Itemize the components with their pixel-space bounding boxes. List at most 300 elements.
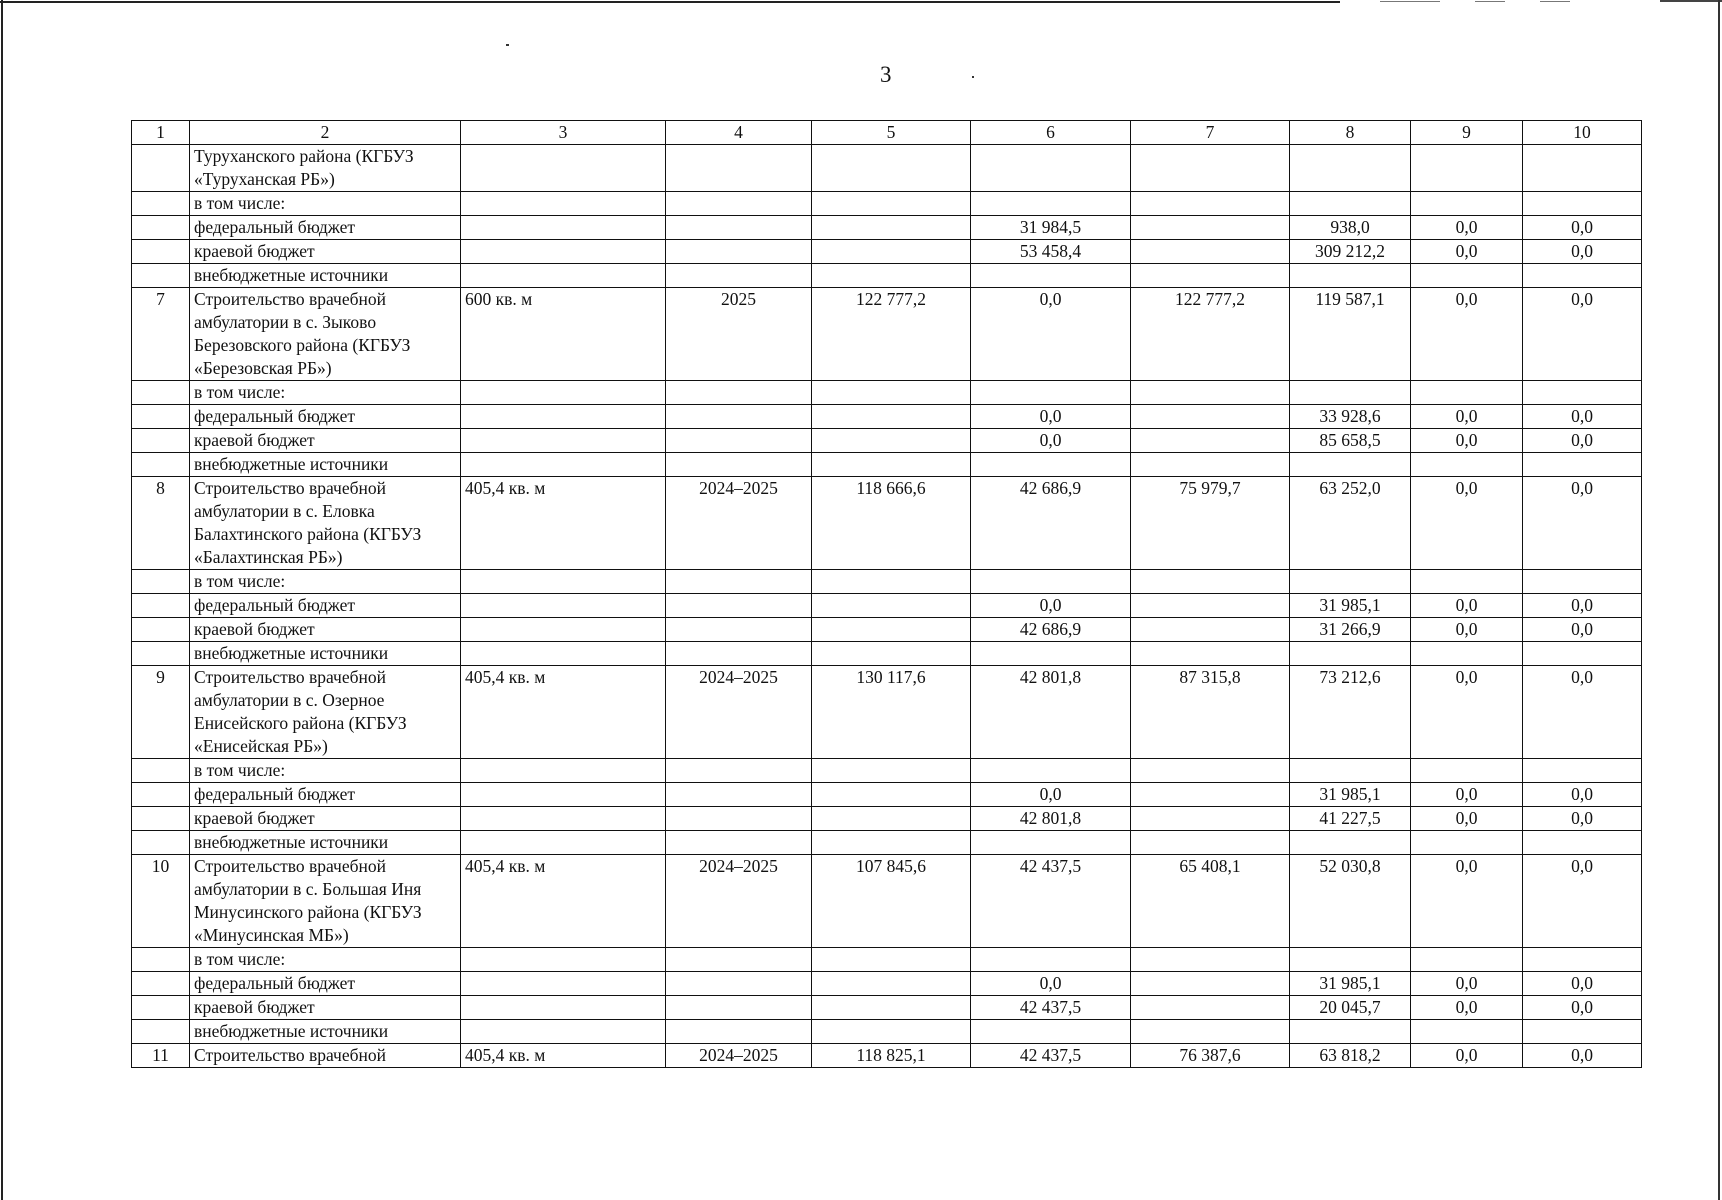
cell-col6 xyxy=(971,570,1131,594)
cell-col8: 31 266,9 xyxy=(1290,618,1411,642)
cell-description: Туруханского района (КГБУЗ «Туруханская РБ») xyxy=(190,145,461,192)
cell-col10 xyxy=(1523,948,1642,972)
column-header: 5 xyxy=(812,121,971,145)
cell-total-cost xyxy=(812,240,971,264)
cell-col10 xyxy=(1523,642,1642,666)
cell-period xyxy=(666,453,812,477)
table-row xyxy=(132,1044,1642,1068)
cell-col6: 0,0 xyxy=(971,288,1131,381)
cell-col7: 87 315,8 xyxy=(1131,666,1290,759)
cell-total-cost xyxy=(812,783,971,807)
cell-item-number xyxy=(132,783,190,807)
cell-col10: 0,0 xyxy=(1523,216,1642,240)
cell-col10: 0,0 xyxy=(1523,618,1642,642)
table-row xyxy=(132,429,1642,453)
cell-col6: 31 984,5 xyxy=(971,216,1131,240)
cell-col10: 0,0 xyxy=(1523,783,1642,807)
column-header: 9 xyxy=(1411,121,1523,145)
column-header: 3 xyxy=(461,121,666,145)
cell-col8: 33 928,6 xyxy=(1290,405,1411,429)
cell-period xyxy=(666,570,812,594)
cell-capacity xyxy=(461,996,666,1020)
cell-period: 2025 xyxy=(666,288,812,381)
cell-col6: 42 686,9 xyxy=(971,477,1131,570)
cell-col10 xyxy=(1523,831,1642,855)
table-row xyxy=(132,240,1642,264)
table-header-row xyxy=(132,121,1642,145)
cell-description: краевой бюджет xyxy=(190,240,461,264)
cell-total-cost xyxy=(812,618,971,642)
cell-period xyxy=(666,618,812,642)
cell-period xyxy=(666,145,812,192)
cell-col6: 42 686,9 xyxy=(971,618,1131,642)
column-header: 8 xyxy=(1290,121,1411,145)
cell-description: федеральный бюджет xyxy=(190,972,461,996)
cell-col8: 31 985,1 xyxy=(1290,594,1411,618)
cell-col9: 0,0 xyxy=(1411,429,1523,453)
cell-col6: 42 437,5 xyxy=(971,996,1131,1020)
cell-col8: 63 818,2 xyxy=(1290,1044,1411,1068)
cell-col7 xyxy=(1131,783,1290,807)
table-row xyxy=(132,759,1642,783)
cell-capacity: 405,4 кв. м xyxy=(461,666,666,759)
cell-period xyxy=(666,831,812,855)
cell-period xyxy=(666,783,812,807)
budget-table xyxy=(131,120,1642,1068)
cell-col9: 0,0 xyxy=(1411,288,1523,381)
cell-col7 xyxy=(1131,240,1290,264)
table-row xyxy=(132,642,1642,666)
cell-period xyxy=(666,381,812,405)
cell-description: краевой бюджет xyxy=(190,807,461,831)
cell-capacity xyxy=(461,240,666,264)
cell-total-cost: 118 666,6 xyxy=(812,477,971,570)
cell-description: Строительство врачебной амбулатории в с. Зыково Березовского района (КГБУЗ «Березовская РБ») xyxy=(190,288,461,381)
scan-edge-top-fragment xyxy=(1540,1,1570,2)
cell-capacity xyxy=(461,453,666,477)
cell-period xyxy=(666,240,812,264)
scan-edge-top-fragment xyxy=(1660,0,1722,2)
cell-col7 xyxy=(1131,264,1290,288)
cell-capacity xyxy=(461,972,666,996)
cell-col9 xyxy=(1411,264,1523,288)
cell-description: в том числе: xyxy=(190,192,461,216)
cell-total-cost xyxy=(812,216,971,240)
cell-col8: 73 212,6 xyxy=(1290,666,1411,759)
cell-col9: 0,0 xyxy=(1411,807,1523,831)
cell-item-number xyxy=(132,972,190,996)
cell-capacity xyxy=(461,145,666,192)
cell-description: краевой бюджет xyxy=(190,429,461,453)
cell-col6 xyxy=(971,642,1131,666)
cell-description: в том числе: xyxy=(190,570,461,594)
cell-col10: 0,0 xyxy=(1523,405,1642,429)
cell-period xyxy=(666,429,812,453)
cell-col6: 42 437,5 xyxy=(971,855,1131,948)
cell-col10: 0,0 xyxy=(1523,288,1642,381)
cell-col6 xyxy=(971,264,1131,288)
cell-col7 xyxy=(1131,759,1290,783)
cell-description: в том числе: xyxy=(190,948,461,972)
cell-period xyxy=(666,759,812,783)
cell-description: федеральный бюджет xyxy=(190,216,461,240)
table-row xyxy=(132,666,1642,759)
cell-col8 xyxy=(1290,570,1411,594)
table-row xyxy=(132,405,1642,429)
cell-description: краевой бюджет xyxy=(190,996,461,1020)
cell-col6 xyxy=(971,948,1131,972)
cell-col6: 0,0 xyxy=(971,972,1131,996)
cell-col9 xyxy=(1411,1020,1523,1044)
cell-total-cost xyxy=(812,642,971,666)
cell-description: Строительство врачебной xyxy=(190,1044,461,1068)
cell-period xyxy=(666,405,812,429)
cell-total-cost xyxy=(812,807,971,831)
cell-col8: 20 045,7 xyxy=(1290,996,1411,1020)
cell-capacity: 600 кв. м xyxy=(461,288,666,381)
cell-col6: 42 801,8 xyxy=(971,807,1131,831)
cell-description: внебюджетные источники xyxy=(190,453,461,477)
cell-col8: 41 227,5 xyxy=(1290,807,1411,831)
cell-col8: 63 252,0 xyxy=(1290,477,1411,570)
table-row xyxy=(132,807,1642,831)
cell-description: Строительство врачебной амбулатории в с. Еловка Балахтинского района (КГБУЗ «Балахтинская РБ») xyxy=(190,477,461,570)
cell-capacity xyxy=(461,1020,666,1044)
cell-capacity xyxy=(461,192,666,216)
cell-total-cost xyxy=(812,381,971,405)
cell-total-cost xyxy=(812,405,971,429)
cell-period xyxy=(666,642,812,666)
cell-period xyxy=(666,972,812,996)
cell-item-number xyxy=(132,618,190,642)
scan-edge-left xyxy=(1,0,3,1200)
cell-col9 xyxy=(1411,145,1523,192)
cell-item-number xyxy=(132,948,190,972)
cell-col8: 31 985,1 xyxy=(1290,783,1411,807)
cell-col6: 0,0 xyxy=(971,594,1131,618)
scan-speck xyxy=(972,76,974,78)
cell-description: в том числе: xyxy=(190,759,461,783)
cell-capacity xyxy=(461,831,666,855)
column-header: 7 xyxy=(1131,121,1290,145)
cell-capacity xyxy=(461,405,666,429)
cell-total-cost xyxy=(812,429,971,453)
cell-col7: 65 408,1 xyxy=(1131,855,1290,948)
cell-col7: 76 387,6 xyxy=(1131,1044,1290,1068)
cell-col8 xyxy=(1290,145,1411,192)
cell-period xyxy=(666,216,812,240)
cell-item-number xyxy=(132,453,190,477)
cell-description: федеральный бюджет xyxy=(190,405,461,429)
cell-col6: 42 437,5 xyxy=(971,1044,1131,1068)
cell-period xyxy=(666,192,812,216)
cell-col7 xyxy=(1131,1020,1290,1044)
cell-col9: 0,0 xyxy=(1411,855,1523,948)
cell-col6 xyxy=(971,381,1131,405)
cell-total-cost xyxy=(812,192,971,216)
table-row xyxy=(132,855,1642,948)
cell-item-number xyxy=(132,594,190,618)
table-row xyxy=(132,570,1642,594)
table-row xyxy=(132,192,1642,216)
cell-col6 xyxy=(971,453,1131,477)
cell-col9 xyxy=(1411,759,1523,783)
table-row xyxy=(132,594,1642,618)
cell-col9: 0,0 xyxy=(1411,594,1523,618)
cell-col9 xyxy=(1411,453,1523,477)
cell-col10: 0,0 xyxy=(1523,666,1642,759)
cell-item-number xyxy=(132,240,190,264)
cell-col8: 119 587,1 xyxy=(1290,288,1411,381)
cell-capacity: 405,4 кв. м xyxy=(461,855,666,948)
cell-col9 xyxy=(1411,381,1523,405)
page-number: 3 xyxy=(880,62,892,87)
cell-col9: 0,0 xyxy=(1411,477,1523,570)
table-row xyxy=(132,381,1642,405)
cell-item-number xyxy=(132,405,190,429)
scan-edge-top xyxy=(0,1,1340,3)
cell-col7 xyxy=(1131,145,1290,192)
cell-period: 2024–2025 xyxy=(666,855,812,948)
cell-capacity xyxy=(461,618,666,642)
cell-col8: 31 985,1 xyxy=(1290,972,1411,996)
cell-total-cost xyxy=(812,759,971,783)
cell-col7: 122 777,2 xyxy=(1131,288,1290,381)
cell-total-cost: 122 777,2 xyxy=(812,288,971,381)
table-row xyxy=(132,831,1642,855)
cell-col7 xyxy=(1131,216,1290,240)
cell-col10: 0,0 xyxy=(1523,996,1642,1020)
table-row xyxy=(132,145,1642,192)
cell-col9 xyxy=(1411,948,1523,972)
table-body xyxy=(132,121,1642,1068)
cell-col6 xyxy=(971,145,1131,192)
cell-col6: 0,0 xyxy=(971,429,1131,453)
cell-total-cost xyxy=(812,948,971,972)
cell-item-number xyxy=(132,831,190,855)
cell-total-cost xyxy=(812,972,971,996)
cell-total-cost xyxy=(812,996,971,1020)
cell-col6: 42 801,8 xyxy=(971,666,1131,759)
cell-item-number: 11 xyxy=(132,1044,190,1068)
cell-col9 xyxy=(1411,192,1523,216)
cell-col10 xyxy=(1523,381,1642,405)
cell-item-number: 9 xyxy=(132,666,190,759)
cell-total-cost xyxy=(812,1020,971,1044)
table-row xyxy=(132,264,1642,288)
cell-col6 xyxy=(971,759,1131,783)
table-row xyxy=(132,453,1642,477)
cell-col9 xyxy=(1411,642,1523,666)
cell-col10: 0,0 xyxy=(1523,594,1642,618)
cell-col9: 0,0 xyxy=(1411,405,1523,429)
cell-col10: 0,0 xyxy=(1523,240,1642,264)
cell-capacity xyxy=(461,783,666,807)
cell-col9: 0,0 xyxy=(1411,240,1523,264)
cell-col7 xyxy=(1131,807,1290,831)
cell-item-number xyxy=(132,216,190,240)
cell-item-number: 10 xyxy=(132,855,190,948)
cell-col10: 0,0 xyxy=(1523,972,1642,996)
cell-col8 xyxy=(1290,1020,1411,1044)
cell-item-number: 7 xyxy=(132,288,190,381)
column-header: 10 xyxy=(1523,121,1642,145)
cell-col8 xyxy=(1290,453,1411,477)
cell-description: краевой бюджет xyxy=(190,618,461,642)
cell-total-cost: 130 117,6 xyxy=(812,666,971,759)
cell-description: федеральный бюджет xyxy=(190,783,461,807)
cell-description: внебюджетные источники xyxy=(190,264,461,288)
cell-item-number: 8 xyxy=(132,477,190,570)
cell-col10 xyxy=(1523,759,1642,783)
cell-item-number xyxy=(132,429,190,453)
cell-col7 xyxy=(1131,996,1290,1020)
cell-col9: 0,0 xyxy=(1411,618,1523,642)
cell-description: федеральный бюджет xyxy=(190,594,461,618)
scan-edge-right xyxy=(1718,0,1720,1200)
cell-description: внебюджетные источники xyxy=(190,642,461,666)
cell-description: в том числе: xyxy=(190,381,461,405)
cell-item-number xyxy=(132,192,190,216)
cell-col6: 0,0 xyxy=(971,783,1131,807)
cell-item-number xyxy=(132,264,190,288)
cell-col8: 52 030,8 xyxy=(1290,855,1411,948)
cell-period xyxy=(666,1020,812,1044)
cell-item-number xyxy=(132,145,190,192)
cell-col9: 0,0 xyxy=(1411,666,1523,759)
cell-col9: 0,0 xyxy=(1411,783,1523,807)
cell-item-number xyxy=(132,642,190,666)
cell-period xyxy=(666,264,812,288)
cell-col7 xyxy=(1131,192,1290,216)
table-row xyxy=(132,783,1642,807)
cell-col10 xyxy=(1523,570,1642,594)
cell-col10: 0,0 xyxy=(1523,429,1642,453)
cell-col6: 53 458,4 xyxy=(971,240,1131,264)
column-header: 4 xyxy=(666,121,812,145)
cell-col9 xyxy=(1411,831,1523,855)
table-row xyxy=(132,972,1642,996)
cell-col7 xyxy=(1131,642,1290,666)
cell-col7 xyxy=(1131,570,1290,594)
cell-col7 xyxy=(1131,618,1290,642)
cell-col7 xyxy=(1131,594,1290,618)
cell-total-cost xyxy=(812,570,971,594)
cell-col9: 0,0 xyxy=(1411,1044,1523,1068)
cell-col10 xyxy=(1523,1020,1642,1044)
cell-col7 xyxy=(1131,831,1290,855)
cell-col7 xyxy=(1131,453,1290,477)
cell-period xyxy=(666,807,812,831)
cell-col10 xyxy=(1523,145,1642,192)
cell-col6: 0,0 xyxy=(971,405,1131,429)
column-header: 2 xyxy=(190,121,461,145)
cell-col8 xyxy=(1290,831,1411,855)
cell-period: 2024–2025 xyxy=(666,666,812,759)
cell-period xyxy=(666,996,812,1020)
cell-col6 xyxy=(971,192,1131,216)
table-row xyxy=(132,948,1642,972)
cell-col8 xyxy=(1290,192,1411,216)
table-row xyxy=(132,1020,1642,1044)
table-row xyxy=(132,288,1642,381)
column-header: 6 xyxy=(971,121,1131,145)
cell-capacity xyxy=(461,759,666,783)
cell-col8 xyxy=(1290,948,1411,972)
cell-item-number xyxy=(132,807,190,831)
cell-col8: 938,0 xyxy=(1290,216,1411,240)
cell-item-number xyxy=(132,759,190,783)
cell-item-number xyxy=(132,996,190,1020)
cell-col8 xyxy=(1290,264,1411,288)
cell-total-cost xyxy=(812,594,971,618)
scan-edge-top-fragment xyxy=(1380,1,1440,2)
cell-description: Строительство врачебной амбулатории в с. Большая Иня Минусинского района (КГБУЗ «Минусинская МБ») xyxy=(190,855,461,948)
cell-total-cost xyxy=(812,145,971,192)
cell-description: внебюджетные источники xyxy=(190,831,461,855)
cell-total-cost xyxy=(812,831,971,855)
cell-total-cost: 107 845,6 xyxy=(812,855,971,948)
cell-col7 xyxy=(1131,429,1290,453)
cell-capacity xyxy=(461,216,666,240)
cell-col8: 309 212,2 xyxy=(1290,240,1411,264)
cell-col6 xyxy=(971,1020,1131,1044)
cell-description: внебюджетные источники xyxy=(190,1020,461,1044)
cell-col6 xyxy=(971,831,1131,855)
cell-total-cost xyxy=(812,453,971,477)
cell-col8 xyxy=(1290,759,1411,783)
cell-total-cost: 118 825,1 xyxy=(812,1044,971,1068)
cell-col7 xyxy=(1131,381,1290,405)
cell-capacity xyxy=(461,642,666,666)
scan-edge-top-fragment xyxy=(1475,1,1505,2)
cell-col10 xyxy=(1523,192,1642,216)
cell-period xyxy=(666,594,812,618)
cell-capacity xyxy=(461,264,666,288)
cell-col10 xyxy=(1523,453,1642,477)
cell-col10: 0,0 xyxy=(1523,855,1642,948)
cell-capacity xyxy=(461,429,666,453)
cell-item-number xyxy=(132,570,190,594)
cell-total-cost xyxy=(812,264,971,288)
table-row xyxy=(132,216,1642,240)
cell-capacity: 405,4 кв. м xyxy=(461,1044,666,1068)
cell-col8: 85 658,5 xyxy=(1290,429,1411,453)
cell-col7 xyxy=(1131,948,1290,972)
cell-item-number xyxy=(132,381,190,405)
cell-capacity: 405,4 кв. м xyxy=(461,477,666,570)
cell-period xyxy=(666,948,812,972)
cell-col9: 0,0 xyxy=(1411,972,1523,996)
cell-capacity xyxy=(461,594,666,618)
cell-col9: 0,0 xyxy=(1411,996,1523,1020)
cell-col9: 0,0 xyxy=(1411,216,1523,240)
column-header: 1 xyxy=(132,121,190,145)
cell-col8 xyxy=(1290,642,1411,666)
cell-col10: 0,0 xyxy=(1523,1044,1642,1068)
cell-capacity xyxy=(461,948,666,972)
cell-col8 xyxy=(1290,381,1411,405)
cell-col7: 75 979,7 xyxy=(1131,477,1290,570)
cell-col10 xyxy=(1523,264,1642,288)
cell-item-number xyxy=(132,1020,190,1044)
cell-period: 2024–2025 xyxy=(666,477,812,570)
table-row xyxy=(132,996,1642,1020)
cell-col7 xyxy=(1131,972,1290,996)
cell-capacity xyxy=(461,570,666,594)
cell-capacity xyxy=(461,807,666,831)
cell-col10: 0,0 xyxy=(1523,477,1642,570)
